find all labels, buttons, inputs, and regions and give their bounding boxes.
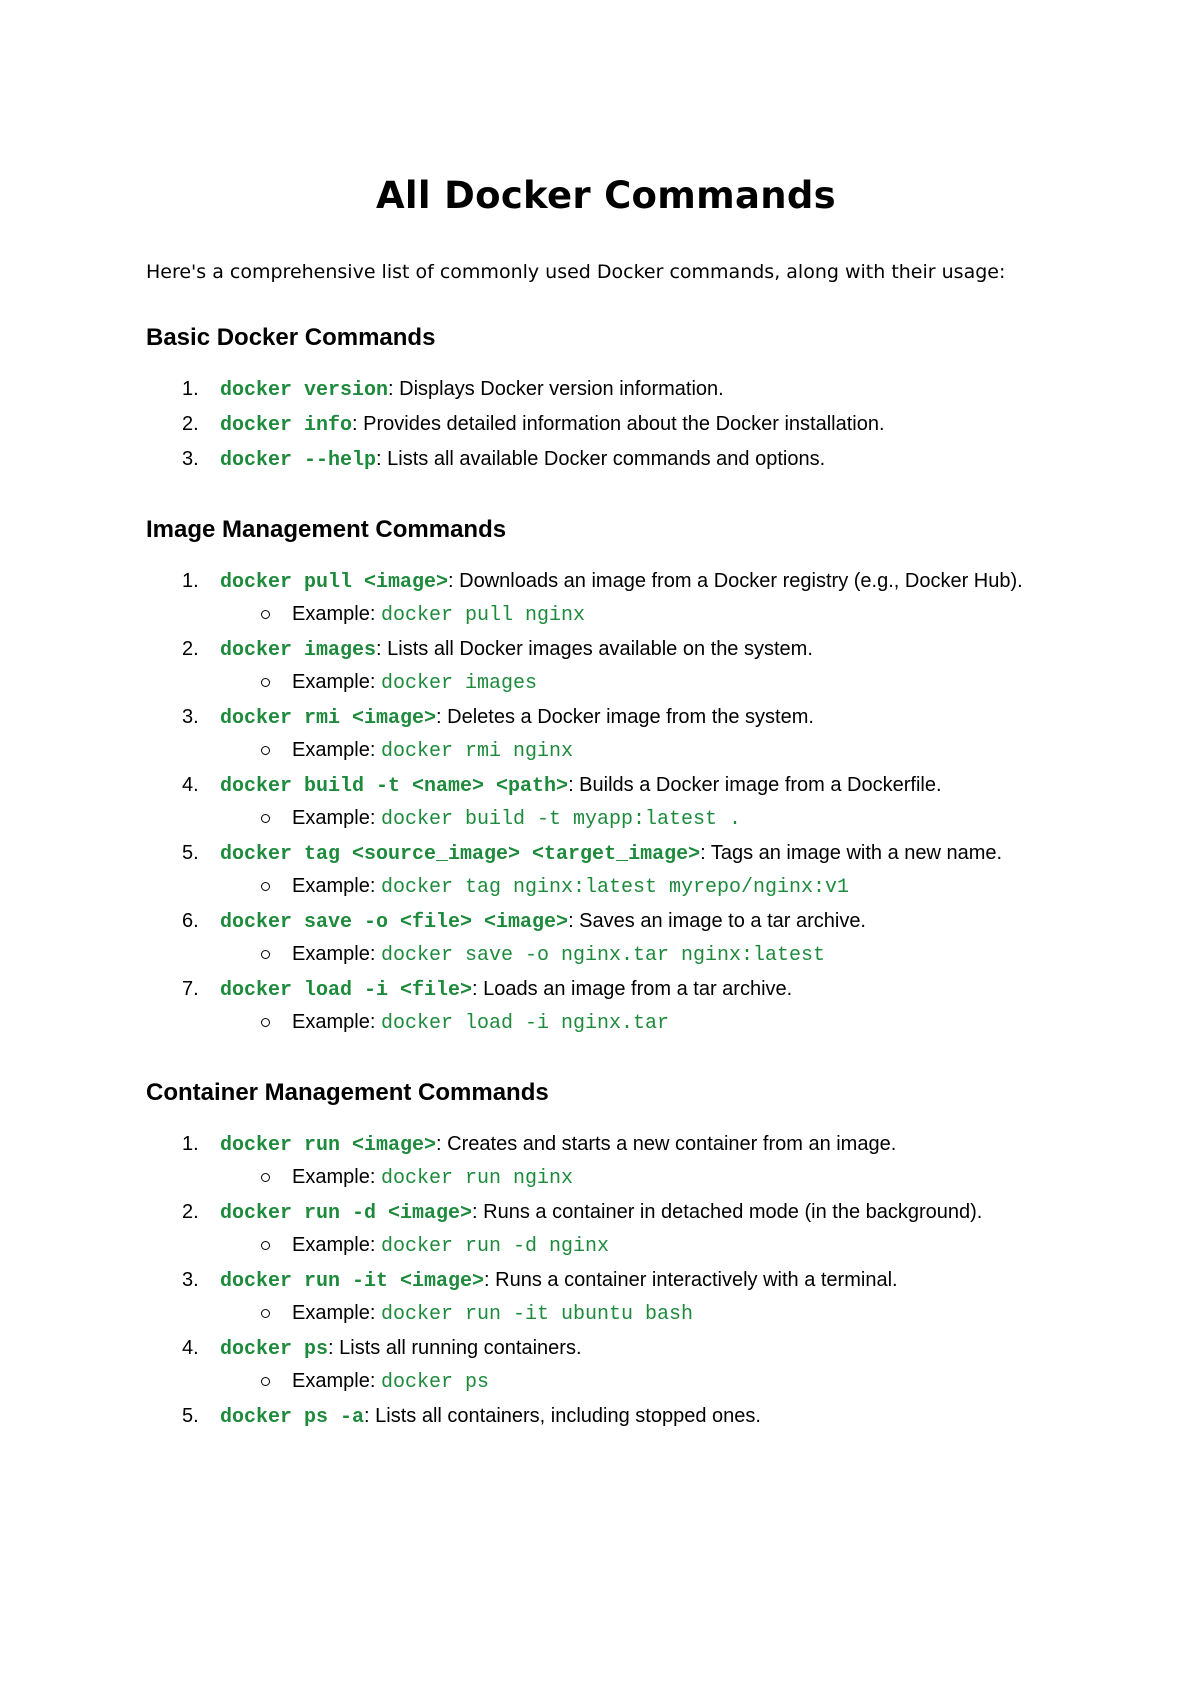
command-description: : Builds a Docker image from a Dockerfile. xyxy=(568,774,942,796)
hollow-circle-bullet-icon xyxy=(261,814,270,823)
document-page xyxy=(146,170,1066,1471)
example-code: docker run -d nginx xyxy=(380,1235,609,1258)
example-label: Example: xyxy=(292,1234,381,1256)
command-code: docker version xyxy=(220,379,389,402)
item-number: 2. xyxy=(182,638,199,660)
command-item xyxy=(182,1333,1066,1398)
command-item xyxy=(182,702,1066,767)
example-code: docker run nginx xyxy=(380,1167,573,1190)
command-description: : Loads an image from a tar archive. xyxy=(472,978,793,1000)
item-number: 3. xyxy=(182,1269,199,1291)
item-number: 1. xyxy=(182,378,199,400)
command-description: : Runs a container interactively with a terminal. xyxy=(484,1269,898,1291)
command-description: : Runs a container in detached mode (in the background). xyxy=(472,1201,983,1223)
section-heading: Image Management Commands xyxy=(146,516,507,543)
command-code: docker rmi <image> xyxy=(220,707,437,730)
command-code: docker ps -a xyxy=(220,1406,365,1429)
example-list xyxy=(220,735,1066,767)
example-item xyxy=(292,1162,1066,1194)
command-item xyxy=(182,374,1066,406)
command-item xyxy=(182,838,1066,903)
example-label: Example: xyxy=(292,807,381,829)
command-description: : Creates and starts a new container from an image. xyxy=(436,1133,897,1155)
item-number: 6. xyxy=(182,910,199,932)
hollow-circle-bullet-icon xyxy=(261,1018,270,1027)
command-code: docker info xyxy=(220,414,353,437)
command-description: : Lists all Docker images available on the system. xyxy=(376,638,813,660)
section-heading: Container Management Commands xyxy=(146,1079,549,1106)
command-item xyxy=(182,566,1066,631)
example-code: docker save -o nginx.tar nginx:latest xyxy=(380,944,826,967)
example-item xyxy=(292,803,1066,835)
example-label: Example: xyxy=(292,603,381,625)
example-code: docker tag nginx:latest myrepo/nginx:v1 xyxy=(380,876,850,899)
example-item xyxy=(292,1298,1066,1330)
command-code: docker images xyxy=(220,639,377,662)
example-label: Example: xyxy=(292,943,381,965)
example-label: Example: xyxy=(292,1011,381,1033)
example-item xyxy=(292,1366,1066,1398)
command-code: docker build -t <name> <path> xyxy=(220,775,569,798)
example-list xyxy=(220,871,1066,903)
command-item xyxy=(182,1265,1066,1330)
command-code: docker tag <source_image> <target_image> xyxy=(220,843,701,866)
section-heading: Basic Docker Commands xyxy=(146,324,436,351)
item-number: 1. xyxy=(182,1133,199,1155)
command-description: : Provides detailed information about the Docker installation. xyxy=(352,413,885,435)
page-title: All Docker Commands xyxy=(376,174,836,217)
example-list xyxy=(220,1162,1066,1194)
example-list xyxy=(220,803,1066,835)
example-item xyxy=(292,871,1066,903)
example-label: Example: xyxy=(292,1302,381,1324)
command-code: docker save -o <file> <image> xyxy=(220,911,569,934)
example-label: Example: xyxy=(292,671,381,693)
example-code: docker build -t myapp:latest . xyxy=(380,808,741,831)
command-item xyxy=(182,1197,1066,1262)
item-number: 7. xyxy=(182,978,199,1000)
example-item xyxy=(292,599,1066,631)
command-description: : Lists all available Docker commands and options. xyxy=(376,448,826,470)
command-code: docker run -it <image> xyxy=(220,1270,485,1293)
example-list xyxy=(220,1007,1066,1039)
example-label: Example: xyxy=(292,1370,381,1392)
item-number: 2. xyxy=(182,1201,199,1223)
example-item xyxy=(292,1230,1066,1262)
example-list xyxy=(220,1230,1066,1262)
item-number: 2. xyxy=(182,413,199,435)
example-item xyxy=(292,667,1066,699)
example-label: Example: xyxy=(292,1166,381,1188)
hollow-circle-bullet-icon xyxy=(261,950,270,959)
item-number: 5. xyxy=(182,842,199,864)
intro-paragraph: Here's a comprehensive list of commonly used Docker commands, along with their usage: xyxy=(146,261,1006,283)
example-list xyxy=(220,667,1066,699)
example-code: docker pull nginx xyxy=(380,604,585,627)
command-description: : Displays Docker version information. xyxy=(388,378,724,400)
command-code: docker pull <image> xyxy=(220,571,449,594)
hollow-circle-bullet-icon xyxy=(261,1309,270,1318)
example-code: docker load -i nginx.tar xyxy=(380,1012,669,1035)
command-item xyxy=(182,770,1066,835)
example-label: Example: xyxy=(292,875,381,897)
command-description: : Tags an image with a new name. xyxy=(700,842,1003,864)
example-code: docker ps xyxy=(380,1371,489,1394)
example-item xyxy=(292,1007,1066,1039)
example-list xyxy=(220,1366,1066,1398)
item-number: 4. xyxy=(182,774,199,796)
command-list xyxy=(146,566,1066,1039)
command-list xyxy=(146,374,1066,476)
command-code: docker ps xyxy=(220,1338,329,1361)
command-description: : Lists all containers, including stopped ones. xyxy=(364,1405,761,1427)
command-item xyxy=(182,409,1066,441)
hollow-circle-bullet-icon xyxy=(261,746,270,755)
command-code: docker run <image> xyxy=(220,1134,437,1157)
sections-container xyxy=(146,322,1066,1433)
example-code: docker run -it ubuntu bash xyxy=(380,1303,693,1326)
example-label: Example: xyxy=(292,739,381,761)
command-item xyxy=(182,906,1066,971)
example-list xyxy=(220,599,1066,631)
hollow-circle-bullet-icon xyxy=(261,882,270,891)
hollow-circle-bullet-icon xyxy=(261,678,270,687)
example-code: docker images xyxy=(380,672,537,695)
example-list xyxy=(220,1298,1066,1330)
command-item xyxy=(182,444,1066,476)
command-item xyxy=(182,974,1066,1039)
item-number: 3. xyxy=(182,448,199,470)
command-description: : Downloads an image from a Docker registry (e.g., Docker Hub). xyxy=(448,570,1023,592)
hollow-circle-bullet-icon xyxy=(261,1173,270,1182)
example-code: docker rmi nginx xyxy=(380,740,573,763)
hollow-circle-bullet-icon xyxy=(261,1377,270,1386)
command-description: : Saves an image to a tar archive. xyxy=(568,910,866,932)
command-list xyxy=(146,1129,1066,1433)
hollow-circle-bullet-icon xyxy=(261,610,270,619)
command-code: docker --help xyxy=(220,449,377,472)
command-code: docker load -i <file> xyxy=(220,979,473,1002)
example-item xyxy=(292,939,1066,971)
example-item xyxy=(292,735,1066,767)
item-number: 4. xyxy=(182,1337,199,1359)
command-item xyxy=(182,1401,1066,1433)
command-code: docker run -d <image> xyxy=(220,1202,473,1225)
item-number: 1. xyxy=(182,570,199,592)
example-list xyxy=(220,939,1066,971)
hollow-circle-bullet-icon xyxy=(261,1241,270,1250)
item-number: 5. xyxy=(182,1405,199,1427)
command-description: : Lists all running containers. xyxy=(328,1337,582,1359)
item-number: 3. xyxy=(182,706,199,728)
command-item xyxy=(182,1129,1066,1194)
command-item xyxy=(182,634,1066,699)
command-description: : Deletes a Docker image from the system. xyxy=(436,706,814,728)
